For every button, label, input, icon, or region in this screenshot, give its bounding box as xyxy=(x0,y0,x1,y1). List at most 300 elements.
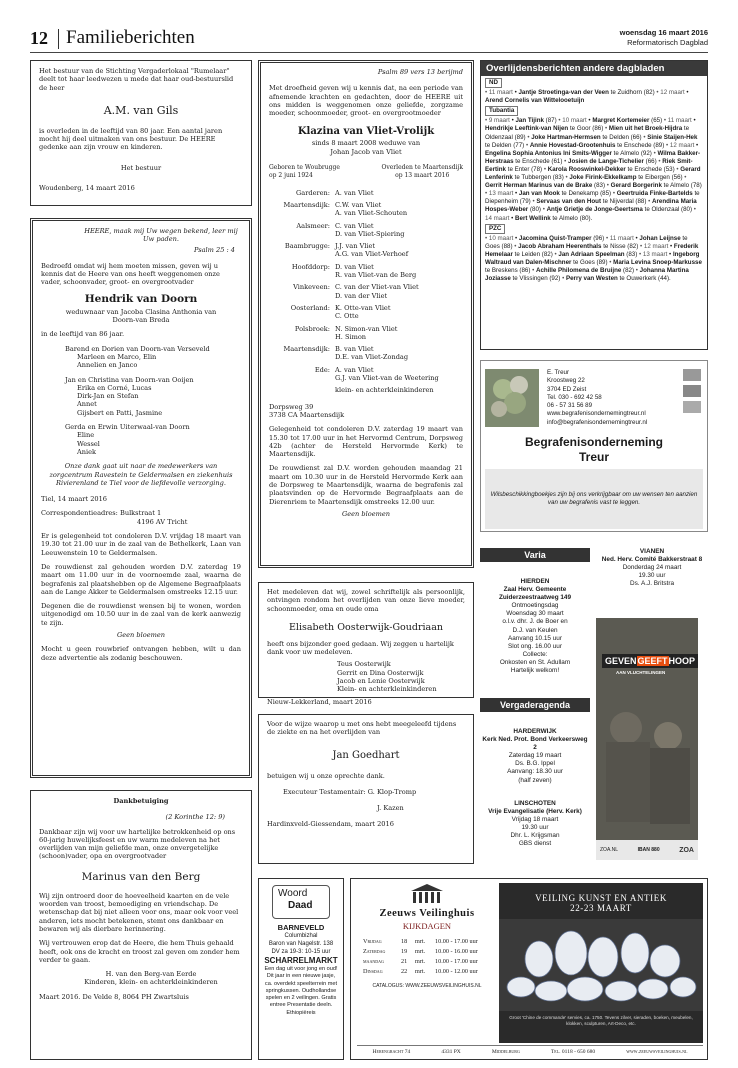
day-date: 22 xyxy=(401,968,408,975)
bullet: • xyxy=(562,157,569,165)
ad-van-vliet xyxy=(258,60,474,568)
entry-detail: te Oldenzaal (89) xyxy=(485,125,690,141)
varia-vianen xyxy=(596,548,708,588)
obituaries-list xyxy=(481,76,707,284)
bullet: • xyxy=(530,198,537,206)
no-flowers: Geen bloemen xyxy=(341,509,391,518)
family-row xyxy=(269,325,463,333)
family-name: J.J. van Vliet xyxy=(335,242,376,251)
hierden-city: HIERDEN xyxy=(520,578,550,585)
viewing-day-row xyxy=(357,947,497,957)
bullet: • xyxy=(563,174,570,182)
entry-date: 13 maart xyxy=(642,250,668,258)
building-icon xyxy=(407,883,447,905)
entry-date: 10 maart xyxy=(488,234,514,242)
obituary-entry: • 11 maart • Jantje Stroetinga-van der Veen te Zuidhorn (82) xyxy=(485,89,655,97)
zoa-footer xyxy=(596,840,698,860)
entry-name: Gerard Borgerink xyxy=(610,182,662,190)
ad-paragraph-1: Wij zijn ontroerd door de hoeveelheid kaarten en de vele woorden van troost, bemoediging en vriendschap. De wetenschap dat bij niet alleen voor ons, maar ook voor veel anderen, iets mocht betekenen, stemt ons dankbaar en bewaren wij als dierbare herinnering. xyxy=(39,891,239,933)
linschoten-city: LINSCHOTEN xyxy=(514,800,556,807)
entry-detail: te Tubbergen (83) xyxy=(514,174,564,182)
entry-detail: te Enter (78) xyxy=(507,165,543,173)
condolence-info: Gelegenheid tot condoleren D.V. zaterdag 19 maart van 15.30 tot 17.00 uur in het Hervormd Centrum, Dorpsweg 42b (achter de Hersteld Hervormde Kerk) te Maartensdijk. xyxy=(269,425,463,459)
family-name: A. van Vliet xyxy=(335,188,374,197)
flowers-photo xyxy=(485,369,539,427)
ad-footer: Maart 2016. De Velde 8, 8064 PH Zwartsluis xyxy=(39,992,189,1001)
signature-line: Gerrit en Dina Oosterwijk xyxy=(337,668,424,677)
obituary-entry: • 13 maart • Jan van Mook te Denekamp (85) xyxy=(485,190,612,198)
born-label: Geboren te Woubrugge xyxy=(269,164,340,172)
detail-line: 19.30 uur xyxy=(521,824,549,832)
entry-date: 12 maart xyxy=(669,141,695,149)
family-group xyxy=(269,242,463,259)
entry-name: Joke Hartman-Hermsen xyxy=(531,133,601,141)
family-row xyxy=(269,353,463,361)
ad-intro: Met droefheid geven wij u kennis dat, na een periode van afnemende krachten en gedachten, door de HEERE uit ons midden is weggenomen onze geliefde, zorgzame moeder, schoonmoeder, groot- en overgrootmoeder xyxy=(269,84,463,118)
porcelain-image xyxy=(499,919,703,1011)
bullet: • xyxy=(542,165,548,173)
bullet: • xyxy=(654,89,661,97)
obituary-entry xyxy=(542,166,675,173)
obituary-entries xyxy=(485,235,703,284)
entry-name: Riek Smit-Eertink xyxy=(485,157,693,173)
correspondence-address: Correspondentieadres: Bulkstraat 1 xyxy=(41,509,162,518)
banner-title: VEILING KUNST EN ANTIEK xyxy=(535,893,667,903)
bullet: • xyxy=(664,141,670,149)
obituaries-title: Overlijdensberichten andere dagbladen xyxy=(481,61,707,76)
entry-detail: (83) xyxy=(626,250,638,258)
family-member: Marleen en Marco, Elin xyxy=(77,352,157,361)
bullet: • xyxy=(524,141,530,149)
family-row xyxy=(269,366,463,374)
signature-line: Jacob en Lenie Oosterwijk xyxy=(337,677,425,686)
obituary-entries xyxy=(485,117,703,222)
obituary-entry xyxy=(530,267,634,274)
ad-signoff: Het bestuur xyxy=(120,163,162,172)
bullet: • xyxy=(641,133,648,141)
vergaderagenda-title: Vergaderagenda xyxy=(499,700,571,710)
entry-detail: (87) xyxy=(545,117,557,125)
event-city: BARNEVELD xyxy=(277,923,325,932)
ad-zeeuws-veilinghuis xyxy=(350,878,708,1060)
entry-detail: te Delden (77) xyxy=(485,141,525,149)
entry-name: Antje Grietje de Jonge-Geertsma xyxy=(546,206,643,214)
condolence-info: Er is gelegenheid tot condoleren D.V. vrijdag 18 maart van 19.30 tot 21.00 uur in de zaal van de Bethelkerk, Laan van Leeuwenstein 10 te Geldermalsen. xyxy=(41,532,241,557)
family-name: K. Otte-van Vliet xyxy=(335,303,391,312)
entry-detail: te Enschede (53) xyxy=(627,165,675,173)
zoa-slogan xyxy=(602,654,698,668)
treur-title-2: Treur xyxy=(578,450,609,464)
entry-date: 12 maart xyxy=(643,242,669,250)
logo-line-1: Woord xyxy=(278,888,308,899)
family-member: Jan en Christina van Doorn-van Ooijen xyxy=(65,375,194,384)
family-name: D.E. van Vliet-Zondag xyxy=(335,353,409,362)
family-member: Wessel xyxy=(77,439,100,448)
family-name: H. Simon xyxy=(335,332,367,341)
entry-name: Annie Hovestad-Grootenhuis xyxy=(529,141,616,149)
family-group xyxy=(269,325,463,342)
husband-name: Johan Jacob van Vliet xyxy=(330,147,402,156)
entry-date: 11 maart xyxy=(667,117,692,125)
entry-name: Margret Kortemeier xyxy=(592,117,650,125)
detail-line: (half zeven) xyxy=(518,776,552,784)
page-number: 12 xyxy=(30,28,48,48)
paper-name: Reformatorisch Dagblad xyxy=(627,38,708,47)
family-place: Maartensdijk: xyxy=(283,200,330,209)
life-dates xyxy=(269,164,463,181)
zoa-logo: ZOA xyxy=(679,846,694,854)
ad-title: Dankbetuiging xyxy=(113,797,169,805)
ad-van-doorn xyxy=(30,218,252,778)
ad-intro: Het bestuur van de Stichting Vergaderlokaal "Rumelaar" deelt tot haar leedwezen u mede dat haar oud-bestuurslid de heer xyxy=(39,67,234,92)
entry-name: Mien uit het Broek-Hijdra xyxy=(608,125,683,133)
bullet: • xyxy=(530,267,537,275)
family-member: Annelien en Janco xyxy=(77,361,138,370)
entry-name: Arend Cornelis van Wittelooetuijn xyxy=(485,97,585,105)
family-place xyxy=(269,353,335,361)
entry-detail: te Almelo (80). xyxy=(552,214,593,222)
event-venue: Columbizhal xyxy=(284,933,318,939)
paper-tag: PZC xyxy=(485,224,505,234)
banner-caption: Groot 'Chine de commande' servies, ca. 1750. Tevens zilver, sieraden, boeken, meubelen, klokken, sculpturen, Art-Deco, etc. xyxy=(509,1015,693,1026)
banner-dates: 22-23 MAART xyxy=(570,903,632,913)
no-flowers: Geen bloemen xyxy=(116,630,166,639)
harderwijk-details xyxy=(480,752,590,784)
obituary-entry xyxy=(605,182,702,189)
bullet: • xyxy=(662,117,668,125)
family-place: Garderen: xyxy=(296,188,330,197)
family-name: R. van Vliet-van de Berg xyxy=(335,271,417,280)
obituary-entry xyxy=(560,275,670,282)
viewing-day-row xyxy=(357,957,497,967)
entry-name: Jacob Abraham Heerenthals xyxy=(518,242,602,250)
ad-place-date: Tiel, 14 maart 2016 xyxy=(41,495,107,504)
detail-line: Woensdag 30 maart xyxy=(506,610,564,618)
entry-name: Gerrit Herman Marinus van de Brake xyxy=(485,182,593,190)
event-body: Een dag uit voor jong en oud! Dit jaar in een nieuwe jasje, ca. overdekt speelterrein met springkussen. Oudhollandse spelen en 2 veilingen. Gratis entree Presentatie deeln. Ethiopiëreis xyxy=(264,966,338,1016)
ad-paragraph: betuigen wij u onze oprechte dank. xyxy=(267,771,385,780)
day-month: mrt. xyxy=(415,968,426,975)
family-name: C. van der Vliet-van Vliet xyxy=(335,283,419,292)
obituary-entry: • 12 maart • Arend Cornelis van Wittelooetuijn xyxy=(485,89,689,105)
hierden-venue: Zaal Herv. Gemeente Zuiderzeestraatweg 149 xyxy=(498,586,572,602)
entry-name: Achille Philomena de Bruijne xyxy=(536,267,622,275)
footer-item: Middelburg xyxy=(491,1048,520,1055)
entry-detail: te Almelo (92) xyxy=(613,149,652,157)
entry-name: Joke Firink-Ekkelkamp xyxy=(569,174,637,182)
decorative-squares xyxy=(683,369,701,429)
detail-line: Aanvang: 18.30 uur xyxy=(507,768,563,776)
bullet: • xyxy=(674,165,681,173)
entry-date: 10 maart xyxy=(562,117,587,125)
family-name: N. Simon-van Vliet xyxy=(335,324,398,333)
family-row xyxy=(269,333,463,341)
vianen-details xyxy=(596,564,708,588)
detail-line: Ds. A.J. Britstra xyxy=(629,580,675,588)
day-date: 21 xyxy=(401,958,408,965)
family-group xyxy=(269,201,463,218)
family-group xyxy=(269,263,463,280)
vianen-city: VIANEN xyxy=(639,548,665,555)
contact-email[interactable]: info@begrafenisondernemingtreur.nl xyxy=(547,418,648,426)
family-member: Dirk-Jan en Stefan xyxy=(77,392,139,401)
entry-detail: (66) xyxy=(645,157,657,165)
entry-name: Johanna Martina Joziasse xyxy=(485,267,689,283)
family-row xyxy=(269,271,463,279)
ad-van-den-berg xyxy=(30,790,252,1060)
detail-line: Dhr. L. Krijgsman xyxy=(510,832,560,840)
family-name: D. van der Vliet xyxy=(335,291,388,300)
bullet: • xyxy=(634,267,640,275)
linschoten-details xyxy=(480,816,590,848)
attendance-info: Degenen die de rouwdienst wensen bij te wonen, worden uitgenodigd om 10.50 uur in de zaal van de kerk aanwezig te zijn. xyxy=(41,602,241,627)
family-row xyxy=(269,263,463,271)
signature-1: H. van den Berg-van Eerde xyxy=(105,970,197,979)
family-place xyxy=(269,292,335,300)
bullet: • xyxy=(560,275,566,283)
entry-name: Engelina Sophia Antonius Ini Smits-Wigger xyxy=(485,149,612,157)
family-name: B. van Vliet xyxy=(335,345,374,354)
bullet: • xyxy=(540,206,547,214)
verse-reference: (2 Korinthe 12: 9) xyxy=(165,813,225,822)
day-month: mrt. xyxy=(415,958,426,965)
ad-zoa xyxy=(596,618,698,860)
ad-paragraph-2: Wij vertrouwen erop dat de Heere, die hem Thuis gehaald heeft, ook ons de kracht en troost zal geven om zonder hem verder te gaan. xyxy=(39,939,240,964)
paper-tag: Tubantia xyxy=(485,106,518,116)
contact-name: E. Treur xyxy=(547,369,570,376)
obituary-entry: • 10 maart • Margret Kortemeier (65) xyxy=(556,117,663,125)
entry-date: 14 maart xyxy=(485,214,510,222)
slogan-part-3: HOOP xyxy=(668,656,696,666)
footer-item: Herengracht 74 xyxy=(372,1048,411,1055)
entry-name: Ingeborg Waltraud van Dalen-Mischner xyxy=(485,250,700,266)
viewing-days-title: KIJKDAGEN xyxy=(402,921,452,931)
ad-place-date: Woudenberg, 14 maart 2016 xyxy=(39,184,135,193)
entry-detail: te Breskens (86) xyxy=(485,267,531,275)
auction-house-name: Zeeuws Veilinghuis xyxy=(379,908,475,919)
entry-date: 12 maart xyxy=(660,89,685,97)
day-time: 10.00 - 17.00 uur xyxy=(435,958,478,965)
entry-name: Servaas van den Hout xyxy=(536,198,602,206)
obituary-entry: • 12 maart • Frederik Hemelaar te Leiden (82) xyxy=(485,242,699,258)
bullet: • xyxy=(692,206,696,214)
family-member: Barend en Dorien van Doorn-van Verseveld xyxy=(65,344,210,353)
linschoten-venue: Vrije Evangelisatie (Herv. Kerk) xyxy=(488,808,582,816)
entry-date: 13 maart xyxy=(488,190,514,198)
entry-detail: (82) xyxy=(623,267,635,275)
obituary-entry: • 13 maart • Ingeborg Waltraud van Dalen-Mischner te Goes (89) xyxy=(485,250,700,266)
issue-date: woensdag 16 maart 2016 xyxy=(619,28,708,37)
harderwijk-venue: Kerk Ned. Prot. Bond Verkeersweg 2 xyxy=(482,736,588,752)
service-info: De rouwdienst zal D.V. worden gehouden maandag 21 maart om 10.30 uur in de Hersteld Hervormde Kerk aan de Dorpsweg te Maartensdijk, waarna de begrafenis zal plaatsvinden op de Hervormde Begraafplaats aan de Dierenriem te Maartensdijk omstreeks 12.00 uur. xyxy=(269,464,463,506)
family-place: Hoofddorp: xyxy=(291,262,330,271)
family-member: Aniek xyxy=(77,447,97,456)
verse-reference: Psalm 89 vers 13 berijmd xyxy=(377,68,463,76)
obituary-entries xyxy=(485,89,703,105)
event-address: Baron van Nagelstr. 138 xyxy=(268,941,334,947)
family-name: D. van Vliet-Spiering xyxy=(335,229,405,238)
family-place xyxy=(269,386,335,394)
detail-line: Vrijdag 18 maart xyxy=(511,816,559,824)
family-place xyxy=(269,374,335,382)
ad-body: is overleden in de leeftijd van 80 jaar. Een aantal jaren mocht hij deel uitmaken van ons bestuur. De HEERE gedenke aan zijn vrouw en kinderen. xyxy=(39,126,223,152)
bullet: • xyxy=(552,250,559,258)
entry-name: Hendrikje Leeftink-van Nijen xyxy=(485,125,569,133)
family-place xyxy=(269,312,335,320)
spouse-line: weduwnaar van Jacoba Clasina Anthonia van Doorn-van Breda xyxy=(65,307,217,325)
obituary-entry xyxy=(564,174,683,181)
deceased-name: Jan Goedhart xyxy=(332,749,400,761)
bullet: • xyxy=(485,234,489,242)
varia-hierden xyxy=(480,578,590,675)
obituary-entry xyxy=(553,251,638,258)
bullet: • xyxy=(637,250,643,258)
entry-name: Jacomina Quist-Tramper xyxy=(518,234,592,242)
family-place: Ede: xyxy=(314,365,330,374)
bullet: • xyxy=(656,157,663,165)
family-row xyxy=(269,230,463,238)
obituaries-other-papers xyxy=(480,60,708,350)
family-row xyxy=(269,250,463,258)
family-group xyxy=(269,222,463,239)
family-name: C. van Vliet xyxy=(335,221,374,230)
ad-place-date: Hardinxveld-Giessendam, maart 2016 xyxy=(267,820,394,829)
detail-line: Ds. B.G. Ippel xyxy=(515,760,555,768)
ad-treur xyxy=(480,360,708,532)
obituary-entry xyxy=(526,134,642,141)
family-row xyxy=(269,222,463,230)
family-list xyxy=(41,345,241,457)
entry-name: Jantje Stroetinga-van der Veen xyxy=(518,89,609,97)
family-row xyxy=(269,312,463,320)
entry-detail: te Delden (66) xyxy=(602,133,642,141)
family-row xyxy=(269,292,463,300)
ad-van-gils xyxy=(30,60,252,206)
contact-website[interactable]: www.begrafenisondernemingtreur.nl xyxy=(547,410,646,418)
ad-intro: Bedroefd omdat wij hem moeten missen, geven wij u kennis dat de Heere van ons heeft weggenomen onze vader, schoonvader, groot- en overgrootvader xyxy=(41,261,220,287)
family-place: Polsbroek: xyxy=(294,324,330,333)
ad-intro: Het medeleven dat wij, zowel schriftelijk als persoonlijk, ontvingen rondom het overlijden van onze lieve moeder, schoonmoeder, oma en oude oma xyxy=(267,588,465,613)
entry-detail: te Nijverdal (88) xyxy=(602,198,647,206)
entry-date: 9 maart xyxy=(488,117,510,125)
veilinghuis-info xyxy=(357,883,497,1043)
family-place xyxy=(269,271,335,279)
entry-detail: te Ouwerkerk (44). xyxy=(619,275,671,283)
family-place: Oosterland: xyxy=(290,303,330,312)
entry-detail: te Eibergen (56) xyxy=(638,174,683,182)
family-name: C. Otte xyxy=(335,312,359,321)
catalog-line: CATALOGUS: WWW.ZEEUWSVEILINGHUIS.NL xyxy=(372,983,482,989)
harderwijk-city: HARDERWIJK xyxy=(513,728,557,735)
treur-title-1: Begrafenisonderneming xyxy=(524,435,664,449)
family-place xyxy=(269,209,335,217)
entry-detail: te Goes (88) xyxy=(485,234,688,250)
obituary-entry: • 14 maart • Bert Wellink te Almelo (80). xyxy=(485,206,696,222)
family-place xyxy=(269,250,335,258)
signature-list xyxy=(267,660,465,693)
varia-header xyxy=(480,548,590,562)
obituary-entry xyxy=(524,142,664,149)
deceased-name: A.M. van Gils xyxy=(103,103,179,117)
family-name: A.G. van Vliet-Verhoef xyxy=(335,250,409,259)
signature-line: Klein- en achterkleinkinderen xyxy=(337,685,437,694)
entry-name: Gerard Lenferink xyxy=(485,165,701,182)
family-group xyxy=(269,283,463,300)
footer-item[interactable]: www.zeeuwsveilinghuis.nl xyxy=(626,1048,688,1055)
bullet: • xyxy=(638,242,644,250)
entry-detail: (65) xyxy=(651,117,663,125)
entry-detail: te Enschede (89) xyxy=(617,141,665,149)
event-dates: DV za 19-3: 10-15 uur xyxy=(271,949,331,955)
family-row xyxy=(269,209,463,217)
day-month: mrt. xyxy=(415,938,426,945)
section-title: Familieberichten xyxy=(66,27,195,48)
ad-intro: Dankbaar zijn wij voor uw hartelijke betrokkenheid op ons 60-jarig huwelijksfeest en uw warm medeleven na het overlijden van mijn geliefde man, onze onvergetelijke (schoon)vader, opa en overgrootvader xyxy=(39,827,236,861)
detail-line: 19.30 uur xyxy=(638,572,666,580)
family-row xyxy=(269,345,463,353)
signature-line: Teus Oosterwijk xyxy=(337,660,391,669)
deceased-name: Marinus van den Berg xyxy=(81,870,201,883)
footer-item[interactable]: Tel. 0118 - 650 680 xyxy=(550,1048,596,1055)
verse-reference: Psalm 25 : 4 xyxy=(193,245,235,254)
paper-tag: ND xyxy=(485,78,502,88)
entry-detail: te Zuidhorn (82) xyxy=(610,89,655,97)
entry-detail: te Leiden (82) xyxy=(514,250,553,258)
family-name: C.W. van Vliet xyxy=(335,200,382,209)
entry-name: Sinie Staijen-Hek xyxy=(647,133,698,141)
footer-item: 4331 PX xyxy=(441,1048,461,1055)
day-name: Zaterdag xyxy=(363,948,386,955)
detail-line: Aanvang 10.15 uur xyxy=(507,634,562,642)
detail-line: D.J. van Keulen xyxy=(512,626,558,634)
thanks-note: Onze dank gaat uit naar de medewerkers van zorgcentrum Ravestein te Geldermalsen en ziekenhuis Rivierenland te Tiel voor de liefdevolle verzorging. xyxy=(49,462,233,487)
zoa-subtitle: AAN VLUCHTELINGEN xyxy=(616,670,666,675)
letter-note: Mocht u geen rouwbrief ontvangen hebben, wilt u dan deze advertentie als zodanig beschouwen. xyxy=(41,645,241,662)
family-group xyxy=(269,304,463,321)
zoa-website[interactable]: ZOA.NL xyxy=(600,847,619,853)
family-row xyxy=(269,201,463,209)
family-place xyxy=(269,333,335,341)
day-name: Vrijdag xyxy=(363,938,382,945)
deceased-name: Klazina van Vliet-Vrolijk xyxy=(297,126,435,138)
obituary-entry: • 9 maart • Jan Tijink (87) xyxy=(485,117,557,125)
born-date: op 2 juni 1924 xyxy=(269,172,313,180)
family-group xyxy=(269,386,463,394)
entry-name: Johan Leijnse xyxy=(639,234,681,242)
woord-daad-logo xyxy=(272,885,330,919)
family-group xyxy=(269,366,463,383)
age-line: in de leeftijd van 86 jaar. xyxy=(41,330,125,339)
day-date: 19 xyxy=(401,948,408,955)
bullet: • xyxy=(525,133,532,141)
ad-intro: Voor de wijze waarop u met ons hebt meegeleefd tijdens de ziekte en na het overlijden van xyxy=(267,720,457,737)
bullet: • xyxy=(611,190,617,198)
vergader-harderwijk xyxy=(480,728,590,785)
obituary-entry: • 11 maart • Hendrikje Leeftink-van Nijen te Goor (86) xyxy=(485,117,696,133)
family-group xyxy=(269,345,463,362)
event-title: SCHARRELMARKT xyxy=(264,956,338,965)
day-time: 10.00 - 12.00 uur xyxy=(435,968,478,975)
day-name: maandag xyxy=(363,958,384,965)
ad-goedhart xyxy=(258,714,474,864)
entry-name: Geertruida Finke-Bartelds xyxy=(616,190,693,198)
entry-detail: te Enschede (61) xyxy=(515,157,563,165)
deceased-name: Hendrik van Doorn xyxy=(84,292,198,305)
address-city: 3738 CA Maartensdijk xyxy=(269,410,345,419)
entry-detail: te Oldenzaal (80) xyxy=(644,206,693,214)
family-name: klein- en achterkleinkinderen xyxy=(335,386,434,395)
family-name: D. van Vliet xyxy=(335,262,374,271)
